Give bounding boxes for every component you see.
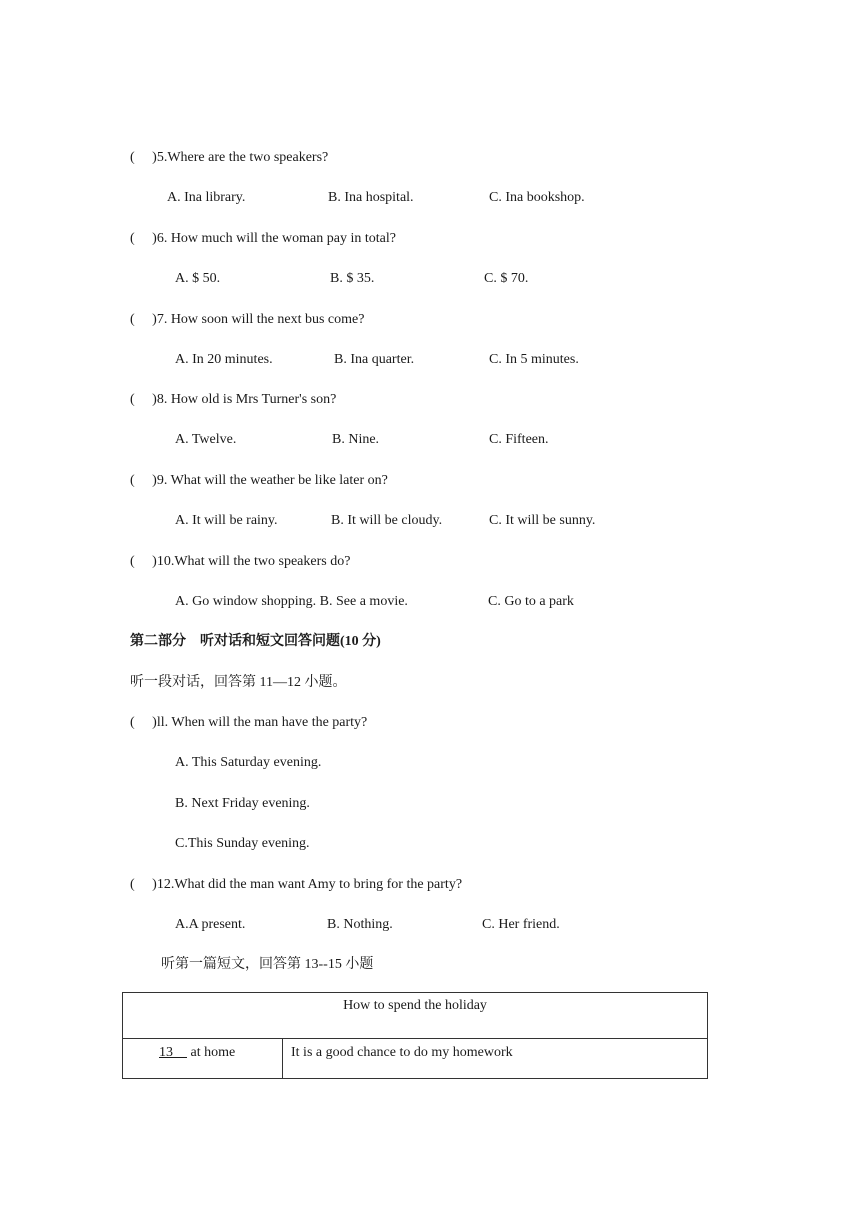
part-2-heading: 第二部分 听对话和短文回答问题(10 分) [130,634,381,649]
question-11-stem: ( )ll. When will the man have the party? [130,715,368,730]
question-12-option-b: B. Nothing. [327,917,393,932]
question-10-option-ab: A. Go window shopping. B. See a movie. [175,594,408,609]
question-10-stem: ( )10.What will the two speakers do? [130,554,351,569]
question-8-option-c: C. Fifteen. [489,432,549,447]
question-7-option-b: B. Ina quarter. [334,352,415,367]
question-7-stem: ( )7. How soon will the next bus come? [130,312,365,327]
part-2-instruction-2: 听第一篇短文，回答第 13--15 小题 [161,957,374,972]
question-8-option-b: B. Nine. [332,432,380,447]
question-12-option-c: C. Her friend. [482,917,560,932]
question-9-stem: ( )9. What will the weather be like later on? [130,473,388,488]
question-8-stem: ( )8. How old is Mrs Turner's son? [130,392,337,407]
question-9-option-a: A. It will be rainy. [175,513,278,528]
question-9-option-b: B. It will be cloudy. [331,513,443,528]
table-row [123,1039,708,1079]
question-5-option-a: A. Ina library. [167,190,246,205]
table-cell-reason: It is a good chance to do my homework [283,1039,708,1079]
question-6-option-c: C. $ 70. [484,271,529,286]
question-11-option-b: B. Next Friday evening. [175,796,310,811]
question-12-option-a: A.A present. [175,917,246,932]
holiday-table [122,992,708,1079]
question-12-stem: ( )12.What did the man want Amy to bring for the party? [130,877,463,892]
question-7-option-c: C. In 5 minutes. [489,352,579,367]
question-7-option-a: A. In 20 minutes. [175,352,273,367]
question-5-option-b: B. Ina hospital. [328,190,414,205]
question-10-option-c: C. Go to a park [488,594,574,609]
table-cell-activity [123,1039,283,1079]
question-6-option-b: B. $ 35. [330,271,375,286]
part-2-instruction-1: 听一段对话，回答第 11—12 小题。 [130,675,347,690]
question-11-option-c: C.This Sunday evening. [175,836,310,851]
activity-label: at home [187,1045,236,1060]
question-6-stem: ( )6. How much will the woman pay in total? [130,231,396,246]
table-header-row [123,993,708,1039]
answer-blank-13: 13 [159,1045,187,1060]
question-6-option-a: A. $ 50. [175,271,221,286]
question-8-option-a: A. Twelve. [175,432,237,447]
question-5-option-c: C. Ina bookshop. [489,190,585,205]
question-9-option-c: C. It will be sunny. [489,513,596,528]
question-11-option-a: A. This Saturday evening. [175,755,322,770]
question-5-stem: ( )5.Where are the two speakers? [130,150,329,165]
table-title: How to spend the holiday [123,993,708,1039]
